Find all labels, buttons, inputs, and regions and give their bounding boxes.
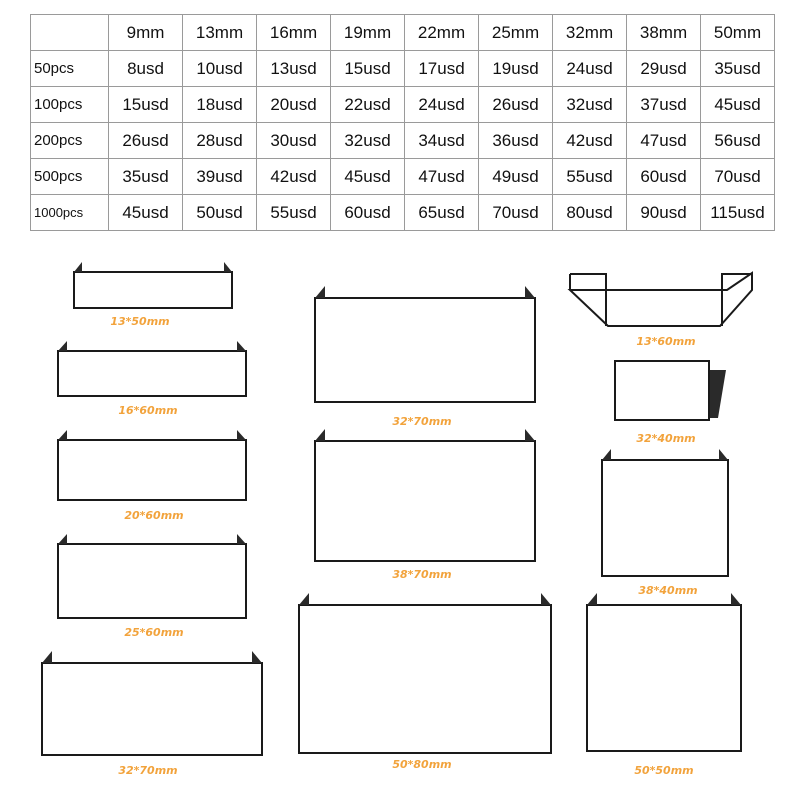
price-cell: 36usd — [479, 123, 553, 159]
size-label: 38*70mm — [392, 568, 452, 581]
price-cell: 15usd — [331, 51, 405, 87]
clip-tab — [602, 449, 611, 460]
price-cell: 10usd — [183, 51, 257, 87]
clip-tab — [42, 651, 52, 663]
row-header: 500pcs — [31, 159, 109, 195]
price-cell: 49usd — [479, 159, 553, 195]
clip-tab — [731, 593, 741, 605]
price-cell: 35usd — [701, 51, 775, 87]
row-header: 1000pcs — [31, 195, 109, 231]
clip-tab — [58, 430, 67, 440]
price-cell: 47usd — [405, 159, 479, 195]
column-header: 50mm — [701, 15, 775, 51]
clip-diagram-13x60 — [570, 273, 752, 348]
price-cell: 90usd — [627, 195, 701, 231]
price-cell: 26usd — [109, 123, 183, 159]
clip-tab — [58, 341, 67, 351]
size-label: 32*40mm — [636, 432, 696, 445]
price-cell: 45usd — [331, 159, 405, 195]
column-header: 22mm — [405, 15, 479, 51]
price-cell: 35usd — [109, 159, 183, 195]
clip-diagram-50x80 — [299, 593, 551, 771]
clip-diagram-32x70-left — [42, 651, 262, 777]
row-header: 200pcs — [31, 123, 109, 159]
column-header: 9mm — [109, 15, 183, 51]
price-cell: 34usd — [405, 123, 479, 159]
clip-tab — [587, 593, 597, 605]
column-header: 16mm — [257, 15, 331, 51]
clip-diagram-32x40 — [615, 361, 726, 445]
clip-outline — [587, 605, 741, 751]
size-label: 25*60mm — [124, 626, 184, 639]
price-cell: 24usd — [553, 51, 627, 87]
price-cell: 56usd — [701, 123, 775, 159]
price-cell: 17usd — [405, 51, 479, 87]
clip-outline — [602, 460, 728, 576]
price-cell: 47usd — [627, 123, 701, 159]
column-header: 38mm — [627, 15, 701, 51]
clip-outline — [315, 441, 535, 561]
size-label: 50*50mm — [634, 764, 694, 777]
price-cell: 55usd — [553, 159, 627, 195]
clip-diagram-32x70-middle — [315, 286, 535, 428]
clip-tab — [315, 429, 325, 441]
price-cell: 32usd — [553, 87, 627, 123]
price-cell: 32usd — [331, 123, 405, 159]
clip-diagram-25x60 — [58, 534, 246, 639]
clip-diagram-20x60 — [58, 430, 246, 522]
clip-outline — [615, 361, 709, 420]
price-cell: 22usd — [331, 87, 405, 123]
price-cell: 29usd — [627, 51, 701, 87]
price-cell: 70usd — [479, 195, 553, 231]
clip-tab — [237, 341, 246, 351]
price-cell: 20usd — [257, 87, 331, 123]
clip-outline — [58, 440, 246, 500]
price-cell: 37usd — [627, 87, 701, 123]
price-cell: 26usd — [479, 87, 553, 123]
price-cell: 45usd — [701, 87, 775, 123]
clip-outline — [315, 298, 535, 402]
clip-diagram-16x60 — [58, 341, 246, 417]
clip-outline — [42, 663, 262, 755]
price-cell: 115usd — [701, 195, 775, 231]
price-cell: 55usd — [257, 195, 331, 231]
price-cell: 39usd — [183, 159, 257, 195]
clip-tab — [252, 651, 262, 663]
clip-diagram-50x50 — [587, 593, 741, 777]
price-cell: 24usd — [405, 87, 479, 123]
price-cell: 13usd — [257, 51, 331, 87]
column-header: 25mm — [479, 15, 553, 51]
size-label: 20*60mm — [124, 509, 184, 522]
size-label: 16*60mm — [118, 404, 178, 417]
clip-outline — [299, 605, 551, 753]
clip-tab — [224, 262, 232, 272]
clip-outline — [74, 272, 232, 308]
price-cell: 50usd — [183, 195, 257, 231]
price-cell: 80usd — [553, 195, 627, 231]
price-cell: 28usd — [183, 123, 257, 159]
price-cell: 19usd — [479, 51, 553, 87]
clip-tab — [525, 429, 535, 441]
column-header: 13mm — [183, 15, 257, 51]
row-header: 50pcs — [31, 51, 109, 87]
price-cell: 65usd — [405, 195, 479, 231]
row-header: 100pcs — [31, 87, 109, 123]
price-cell: 18usd — [183, 87, 257, 123]
clip-diagram-38x40 — [602, 449, 728, 597]
price-cell: 60usd — [627, 159, 701, 195]
size-label: 50*80mm — [392, 758, 452, 771]
clip-tab — [525, 286, 535, 298]
price-cell: 70usd — [701, 159, 775, 195]
size-label: 38*40mm — [638, 584, 698, 597]
clip-tab — [315, 286, 325, 298]
clip-outline — [570, 273, 752, 326]
price-cell: 8usd — [109, 51, 183, 87]
clip-tab — [719, 449, 728, 460]
clip-diagram-13x50 — [74, 262, 232, 328]
clip-tab — [58, 534, 67, 544]
clip-diagram-38x70 — [315, 429, 535, 581]
column-header: 19mm — [331, 15, 405, 51]
clip-outline — [58, 351, 246, 396]
clip-tab — [299, 593, 309, 605]
price-cell: 42usd — [257, 159, 331, 195]
column-header: 32mm — [553, 15, 627, 51]
size-label: 13*60mm — [636, 335, 696, 348]
price-cell: 60usd — [331, 195, 405, 231]
size-label: 13*50mm — [110, 315, 170, 328]
price-cell: 42usd — [553, 123, 627, 159]
clip-tab — [74, 262, 82, 272]
size-label: 32*70mm — [118, 764, 178, 777]
clip-outline — [58, 544, 246, 618]
clip-tab — [541, 593, 551, 605]
price-cell: 45usd — [109, 195, 183, 231]
clip-tab — [237, 534, 246, 544]
clip-tab — [237, 430, 246, 440]
size-label: 32*70mm — [392, 415, 452, 428]
price-cell: 30usd — [257, 123, 331, 159]
price-cell: 15usd — [109, 87, 183, 123]
